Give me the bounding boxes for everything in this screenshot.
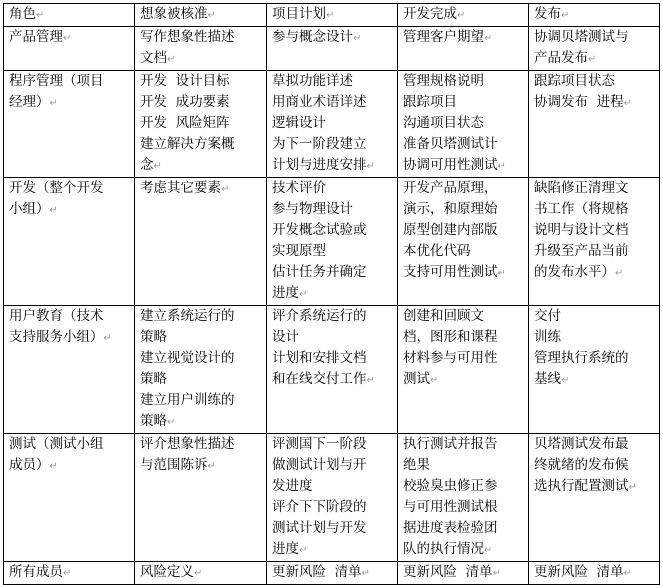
table-cell: 管理规格说明 跟踪项目 沟通项目状态 准备贝塔测试计 协调可用性测试↵ <box>398 71 529 178</box>
paragraph-mark-icon: ↵ <box>167 54 176 65</box>
table-cell: 评介系统运行的 设计 计划和安排文档 和在线交付工作↵ <box>267 306 398 434</box>
table-cell-role: 所有成员↵ <box>4 562 135 585</box>
paragraph-mark-icon: ↵ <box>353 33 362 44</box>
header-cell-development-complete: 开发完成↵ <box>398 4 529 27</box>
table-cell: 更新风险 清单↵ <box>267 562 398 585</box>
paragraph-mark-icon: ↵ <box>484 33 493 44</box>
table-cell-role: 程序管理（项目 经理）↵ <box>4 71 135 178</box>
paragraph-mark-icon: ↵ <box>588 54 597 65</box>
table-row-development <box>4 178 660 306</box>
table-cell: 开发 设计目标 开发 成功要素 开发 风险矩阵 建立解决方案概 念↵ <box>135 71 267 178</box>
table-cell-role: 测试（测试小组 成员）↵ <box>4 434 135 562</box>
table-cell: 风险定义↵ <box>135 562 267 585</box>
paragraph-mark-icon: ↵ <box>492 568 501 579</box>
table-body <box>4 4 660 585</box>
table-cell: 开发产品原理， 演示，和原理始 原型创建内部版 本优化代码 支持可用性测试↵ <box>398 178 529 306</box>
paragraph-mark-icon: ↵ <box>615 268 624 279</box>
paragraph-mark-icon: ↵ <box>361 568 370 579</box>
table-cell: 跟踪项目状态 协调发布 进程↵ <box>529 71 660 178</box>
paragraph-mark-icon: ↵ <box>194 568 203 579</box>
table-cell: 评介想象性描述 与范围陈诉↵ <box>135 434 267 562</box>
paragraph-mark-icon: ↵ <box>484 545 493 556</box>
table-cell: 协调贝塔测试与 产品发布↵ <box>529 27 660 71</box>
header-cell-project-plan: 项目计划↵ <box>267 4 398 27</box>
paragraph-mark-icon: ↵ <box>49 205 58 216</box>
table-cell: 缺陷修正清理文 书工作（将规格 说明与设计文档 升级至产品当前 的发布水平）↵ <box>529 178 660 306</box>
table-cell: 创建和回顾文 档，图形和课程 材料参与可用性 测试↵ <box>398 306 529 434</box>
header-cell-role: 角色↵ <box>4 4 135 27</box>
paragraph-mark-icon: ↵ <box>49 461 58 472</box>
table-cell: 管理客户期望↵ <box>398 27 529 71</box>
table-row-program-management <box>4 71 660 178</box>
paragraph-mark-icon: ↵ <box>497 161 506 172</box>
paragraph-mark-icon: ↵ <box>103 333 112 344</box>
table-cell: 建立系统运行的 策略 建立视觉设计的 策略 建立用户训练的 策略↵ <box>135 306 267 434</box>
table-cell: 写作想象性描述 文档↵ <box>135 27 267 71</box>
table-cell: 草拟功能详述 用商业术语详述 逻辑设计 为下一阶段建立 计划与进度安排↵ <box>267 71 398 178</box>
paragraph-mark-icon: ↵ <box>299 289 308 300</box>
paragraph-mark-icon: ↵ <box>366 375 375 386</box>
table-cell: 交付 训练 管理执行系统的 基线↵ <box>529 306 660 434</box>
paragraph-mark-icon: ↵ <box>326 10 335 21</box>
table-cell: 更新风险 清单↵ <box>398 562 529 585</box>
table-row-testing <box>4 434 660 562</box>
paragraph-mark-icon: ↵ <box>561 375 570 386</box>
paragraph-mark-icon: ↵ <box>430 375 439 386</box>
paragraph-mark-icon: ↵ <box>63 33 72 44</box>
table-row-header <box>4 4 660 27</box>
paragraph-mark-icon: ↵ <box>153 161 162 172</box>
table-row-user-education <box>4 306 660 434</box>
paragraph-mark-icon: ↵ <box>628 482 637 493</box>
paragraph-mark-icon: ↵ <box>167 417 176 428</box>
table-cell: 参与概念设计↵ <box>267 27 398 71</box>
table-cell: 技术评价 参与物理设计 开发概念试验或 实现原型 估计任务并确定 进度↵ <box>267 178 398 306</box>
paragraph-mark-icon: ↵ <box>36 10 45 21</box>
paragraph-mark-icon: ↵ <box>457 10 466 21</box>
table-cell: 执行测试并报告 绝果 校验臭虫修正参 与可用性测试根 据进度表检验团 队的执行情况↵ <box>398 434 529 562</box>
table-cell-role: 用户教育（技术 支持服务小组）↵ <box>4 306 135 434</box>
table-cell: 考虑其它要素↵ <box>135 178 267 306</box>
header-cell-vision-approved: 想象被核准↵ <box>135 4 267 27</box>
paragraph-mark-icon: ↵ <box>299 545 308 556</box>
table-cell: 贝塔测试发布最 终就绪的发布候 选执行配置测试↵ <box>529 434 660 562</box>
paragraph-mark-icon: ↵ <box>63 568 72 579</box>
paragraph-mark-icon: ↵ <box>49 98 58 109</box>
paragraph-mark-icon: ↵ <box>366 161 375 172</box>
table-cell: 更新风险 清单↵ <box>529 562 660 585</box>
roles-phases-table <box>3 3 660 585</box>
paragraph-mark-icon: ↵ <box>623 568 632 579</box>
paragraph-mark-icon: ↵ <box>561 10 570 21</box>
paragraph-mark-icon: ↵ <box>623 98 632 109</box>
table-cell-role: 产品管理↵ <box>4 27 135 71</box>
paragraph-mark-icon: ↵ <box>497 268 506 279</box>
table-row-all-members <box>4 562 660 585</box>
header-cell-release: 发布↵ <box>529 4 660 27</box>
table-cell-role: 开发（整个开发 小组）↵ <box>4 178 135 306</box>
paragraph-mark-icon: ↵ <box>207 10 216 21</box>
table-row-product-management <box>4 27 660 71</box>
paragraph-mark-icon: ↵ <box>221 184 230 195</box>
table-cell: 评测国下一阶段 做测试计划与开 发进度 评介下下阶段的 测试计划与开发 进度↵ <box>267 434 398 562</box>
paragraph-mark-icon: ↵ <box>207 461 216 472</box>
